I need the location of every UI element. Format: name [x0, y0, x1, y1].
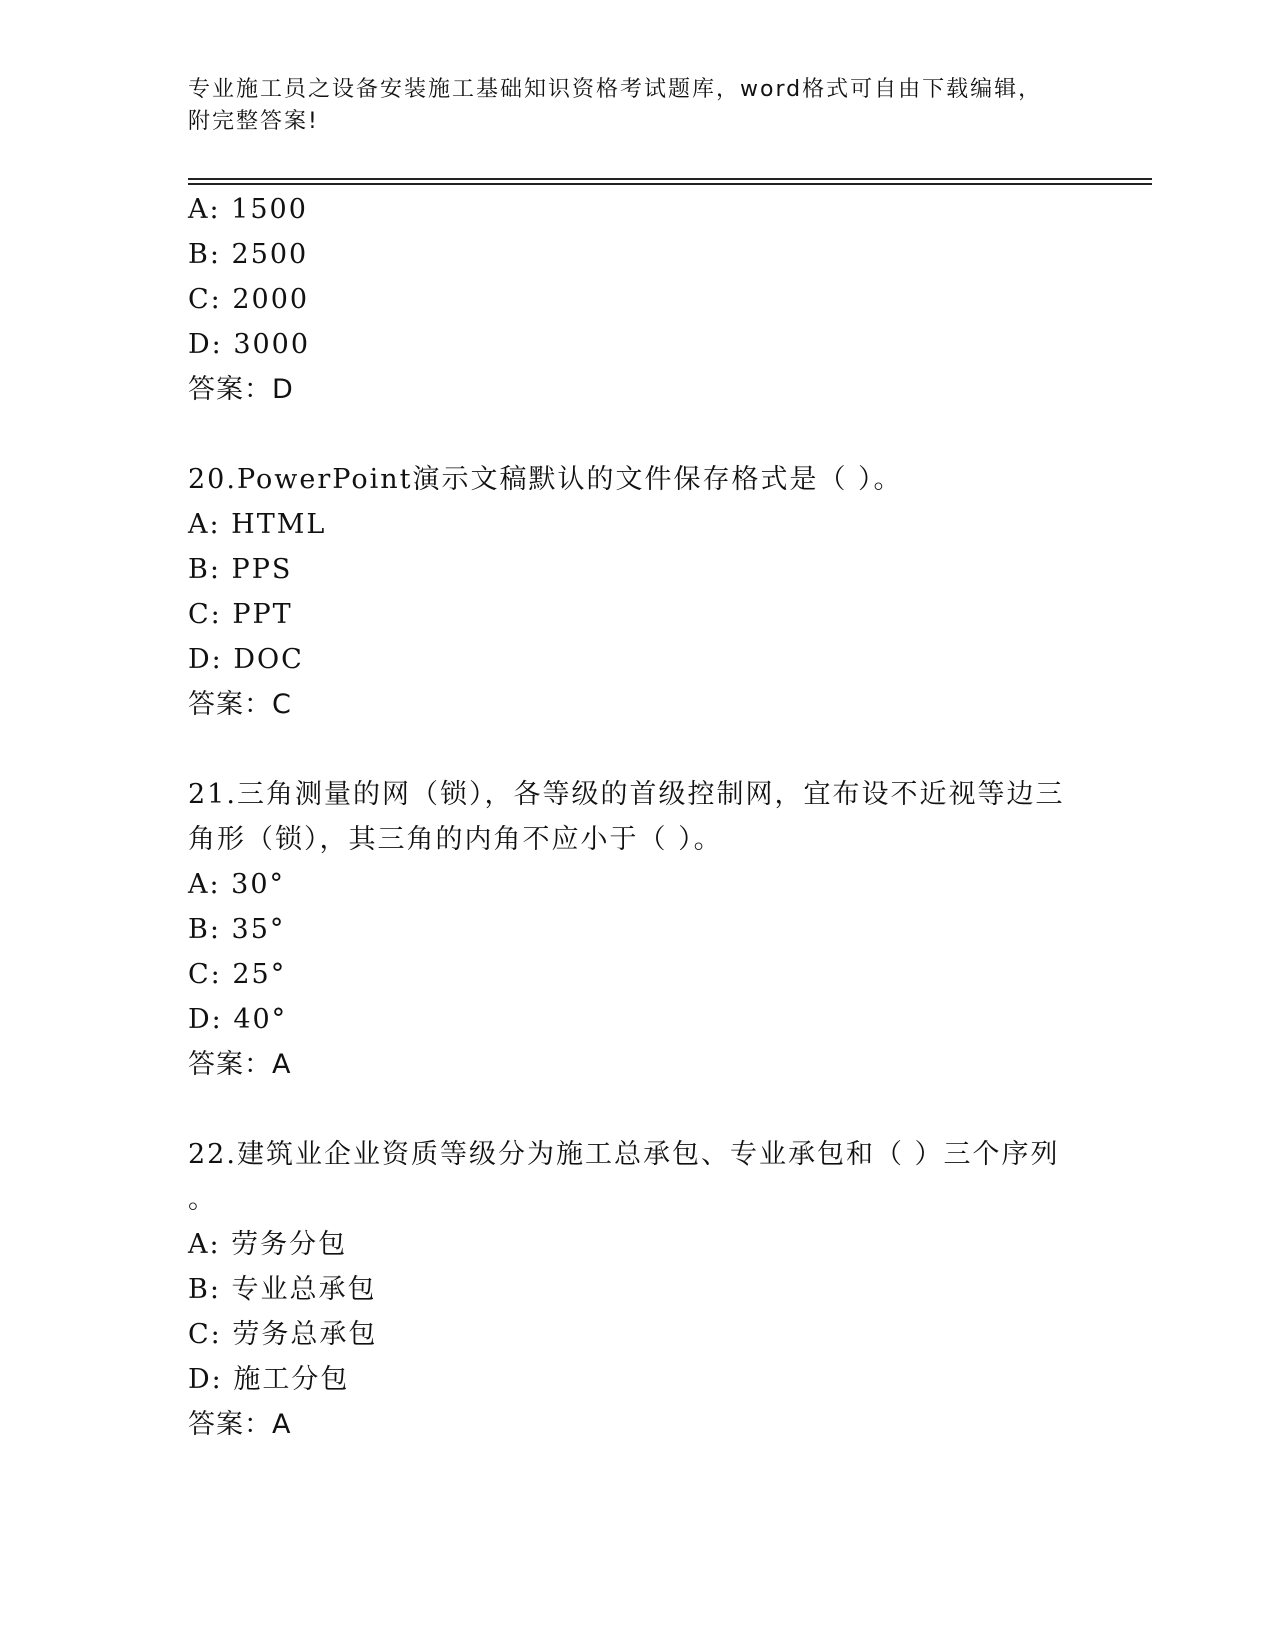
q21-option-d: D: 40° — [188, 1004, 288, 1035]
header-divider-top — [188, 178, 1152, 180]
q21-option-c: C: 25° — [188, 959, 287, 990]
q19-option-c: C: 2000 — [188, 284, 310, 315]
q22-question-line-1: 22.建筑业企业资质等级分为施工总承包、专业承包和（ ）三个序列 — [188, 1139, 1060, 1170]
q20-option-b: B: PPS — [188, 554, 293, 585]
q20-option-a: A: HTML — [188, 509, 327, 540]
q21-option-a: A: 30° — [188, 869, 286, 900]
q22-option-d: D: 施工分包 — [188, 1364, 350, 1395]
document-header — [188, 74, 1088, 138]
q20-option-c: C: PPT — [188, 599, 293, 630]
q21-question-line-2: 角形（锁），其三角的内角不应小于（ ）。 — [188, 824, 723, 855]
q21-answer: 答案：A — [188, 1049, 292, 1080]
q22-answer: 答案：A — [188, 1409, 292, 1440]
q22-option-c: C: 劳务总承包 — [188, 1319, 378, 1350]
q22-option-b: B: 专业总承包 — [188, 1274, 377, 1305]
header-divider-bottom — [188, 183, 1152, 185]
q22-question-line-2: 。 — [188, 1184, 217, 1215]
q21-question-line-1: 21.三角测量的网（锁），各等级的首级控制网，宜布设不近视等边三 — [188, 779, 1065, 810]
q22-option-a: A: 劳务分包 — [188, 1229, 348, 1260]
q19-option-b: B: 2500 — [188, 239, 309, 270]
q19-option-a: A: 1500 — [188, 194, 308, 225]
header-title-line-2: 附完整答案! — [188, 109, 319, 134]
q20-answer: 答案：C — [188, 689, 292, 720]
q19-answer: 答案：D — [188, 374, 294, 405]
q21-option-b: B: 35° — [188, 914, 286, 945]
q20-option-d: D: DOC — [188, 644, 304, 675]
q20-question: 20.PowerPoint演示文稿默认的文件保存格式是（ ）。 — [188, 464, 903, 495]
header-title-line-1: 专业施工员之设备安装施工基础知识资格考试题库，word格式可自由下载编辑， — [188, 77, 1043, 102]
q19-option-d: D: 3000 — [188, 329, 311, 360]
